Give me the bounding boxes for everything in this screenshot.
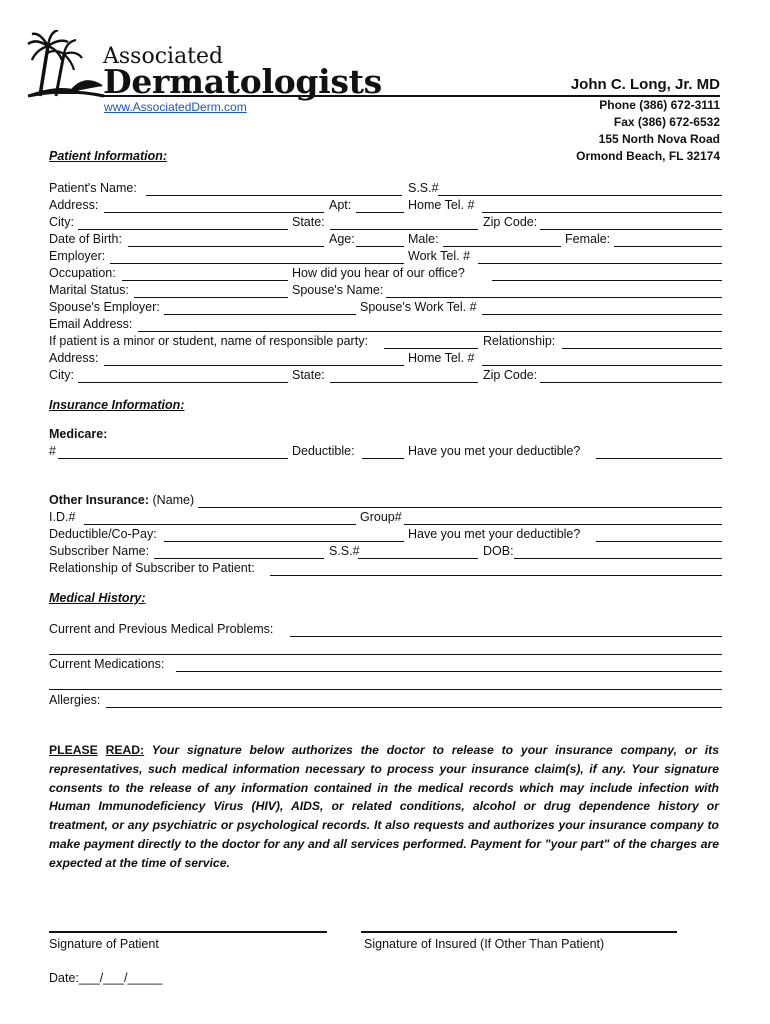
authorization-paragraph — [49, 741, 719, 873]
patient-info-heading: Patient Information: — [49, 149, 168, 163]
spouse-employer-field[interactable] — [164, 314, 356, 315]
label-allergies: Allergies: — [49, 693, 101, 707]
medicare-number-field[interactable] — [58, 458, 288, 459]
website-link[interactable]: www.AssociatedDerm.com — [104, 100, 247, 114]
other-insurance-bold: Other Insurance: — [49, 493, 150, 507]
patient-signature-line[interactable] — [49, 931, 327, 933]
label-deductible-copay: Deductible/Co-Pay: — [49, 527, 157, 541]
label-relationship: Relationship: — [483, 334, 556, 348]
insurance-id-field[interactable] — [84, 524, 356, 525]
zip-field[interactable] — [540, 229, 722, 230]
state-2-field[interactable] — [330, 382, 478, 383]
occupation-field[interactable] — [122, 280, 288, 281]
allergies-field[interactable] — [106, 707, 722, 708]
label-male: Male: — [408, 232, 439, 246]
doctor-name: John C. Long, Jr. MD — [570, 76, 720, 93]
insured-signature-line[interactable] — [361, 931, 677, 933]
medical-history-heading: Medical History: — [49, 591, 146, 605]
label-subscriber-ssn: S.S.# — [329, 544, 360, 558]
medical-problems-field[interactable] — [290, 636, 722, 637]
state-field[interactable] — [330, 229, 478, 230]
work-tel-field[interactable] — [478, 263, 722, 264]
doctor-city: Ormond Beach, FL 32174 — [576, 149, 720, 163]
deductible-copay-field[interactable] — [164, 541, 404, 542]
label-apt: Apt: — [329, 198, 352, 212]
subscriber-name-field[interactable] — [154, 558, 324, 559]
label-dob: Date of Birth: — [49, 232, 122, 246]
label-state-2: State: — [292, 368, 325, 382]
label-responsible-party: If patient is a minor or student, name of responsible party: — [49, 334, 368, 348]
label-work-tel: Work Tel. # — [408, 249, 471, 263]
label-home-tel: Home Tel. # — [408, 198, 475, 212]
please-label: PLEASE — [49, 743, 98, 757]
medications-field-2[interactable] — [49, 689, 722, 690]
label-met-deductible: Have you met your deductible? — [408, 444, 581, 458]
dob-field[interactable] — [128, 246, 324, 247]
other-insurance-field[interactable] — [198, 507, 722, 508]
label-subscriber-dob: DOB: — [483, 544, 514, 558]
logo-associated-text: Associated — [103, 44, 224, 69]
logo-dermatologists-text: Dermatologists — [103, 62, 382, 101]
label-insurance-id: I.D.# — [49, 510, 76, 524]
age-field[interactable] — [356, 246, 404, 247]
label-ssn: S.S.# — [408, 181, 439, 195]
medical-problems-field-2[interactable] — [49, 654, 722, 655]
home-tel-2-field[interactable] — [482, 365, 722, 366]
label-medications: Current Medications: — [49, 657, 165, 671]
label-insured-signature: Signature of Insured (If Other Than Patient) — [364, 937, 605, 951]
apt-field[interactable] — [356, 212, 404, 213]
subscriber-dob-field[interactable] — [514, 558, 722, 559]
relationship-field[interactable] — [562, 348, 722, 349]
responsible-party-field[interactable] — [384, 348, 478, 349]
group-field[interactable] — [404, 524, 722, 525]
label-patient-signature: Signature of Patient — [49, 937, 159, 951]
spouse-work-tel-field[interactable] — [482, 314, 722, 315]
label-medical-problems: Current and Previous Medical Problems: — [49, 622, 274, 636]
label-city: City: — [49, 215, 74, 229]
label-group: Group# — [360, 510, 402, 524]
label-age: Age: — [329, 232, 355, 246]
doctor-phone: Phone (386) 672-3111 — [599, 98, 720, 112]
label-hear-about: How did you hear of our office? — [292, 266, 465, 280]
label-email: Email Address: — [49, 317, 133, 331]
label-subscriber-relationship: Relationship of Subscriber to Patient: — [49, 561, 255, 575]
other-insurance-name: (Name) — [149, 493, 195, 507]
label-female: Female: — [565, 232, 611, 246]
label-deductible: Deductible: — [292, 444, 355, 458]
read-label: READ: — [105, 743, 145, 757]
label-city-2: City: — [49, 368, 74, 382]
spouse-name-field[interactable] — [386, 297, 722, 298]
authorization-text: Your signature below authorizes the doctor to release to your insurance company, or its representatives, such medical information necessary to process your insurance claim(s), if any. Your signature consents to the release of any information contained in the medical records which may include infection with Human Immunodeficiency Virus (HIV), AIDS, or related conditions, alcohol or drug dependence history or treatment, or any psychiatric or psychological records. It also requests and authorizes your insurance company to make payment directly to the doctor for any and all services performed. Payment for "your part" of the charges are expected at the time of service. — [49, 743, 719, 870]
label-address: Address: — [49, 198, 99, 212]
city-field[interactable] — [78, 229, 288, 230]
label-subscriber-name: Subscriber Name: — [49, 544, 150, 558]
address-2-field[interactable] — [104, 365, 404, 366]
male-field[interactable] — [443, 246, 561, 247]
palm-tree-icon — [26, 30, 106, 100]
label-spouse-employer: Spouse's Employer: — [49, 300, 160, 314]
label-spouse-work-tel: Spouse's Work Tel. # — [360, 300, 477, 314]
label-medicare-number: # — [49, 444, 56, 458]
marital-status-field[interactable] — [134, 297, 288, 298]
subscriber-ssn-field[interactable] — [358, 558, 478, 559]
date-field[interactable]: Date:___/___/_____ — [49, 971, 163, 985]
label-zip: Zip Code: — [483, 215, 538, 229]
met-deductible-field[interactable] — [596, 458, 722, 459]
home-tel-field[interactable] — [482, 212, 722, 213]
subscriber-relationship-field[interactable] — [270, 575, 722, 576]
deductible-field[interactable] — [362, 458, 404, 459]
label-other-insurance — [49, 493, 194, 507]
city-2-field[interactable] — [78, 382, 288, 383]
doctor-fax: Fax (386) 672-6532 — [613, 115, 720, 129]
hear-about-field[interactable] — [492, 280, 722, 281]
label-medicare: Medicare: — [49, 427, 108, 441]
label-marital-status: Marital Status: — [49, 283, 129, 297]
employer-field[interactable] — [110, 263, 404, 264]
label-employer: Employer: — [49, 249, 106, 263]
label-patient-name: Patient's Name: — [49, 181, 137, 195]
label-address-2: Address: — [49, 351, 99, 365]
medications-field[interactable] — [176, 671, 722, 672]
doctor-street: 155 North Nova Road — [598, 132, 720, 146]
met-deductible-2-field[interactable] — [596, 541, 722, 542]
label-state: State: — [292, 215, 325, 229]
patient-name-field[interactable] — [146, 195, 402, 196]
header-rule — [100, 95, 720, 97]
label-met-deductible-2: Have you met your deductible? — [408, 527, 581, 541]
label-zip-2: Zip Code: — [483, 368, 538, 382]
email-field[interactable] — [138, 331, 722, 332]
label-home-tel-2: Home Tel. # — [408, 351, 475, 365]
label-occupation: Occupation: — [49, 266, 116, 280]
insurance-info-heading: Insurance Information: — [49, 398, 185, 412]
ssn-field[interactable] — [438, 195, 722, 196]
address-field[interactable] — [104, 212, 324, 213]
label-spouse-name: Spouse's Name: — [292, 283, 384, 297]
zip-2-field[interactable] — [540, 382, 722, 383]
female-field[interactable] — [614, 246, 722, 247]
